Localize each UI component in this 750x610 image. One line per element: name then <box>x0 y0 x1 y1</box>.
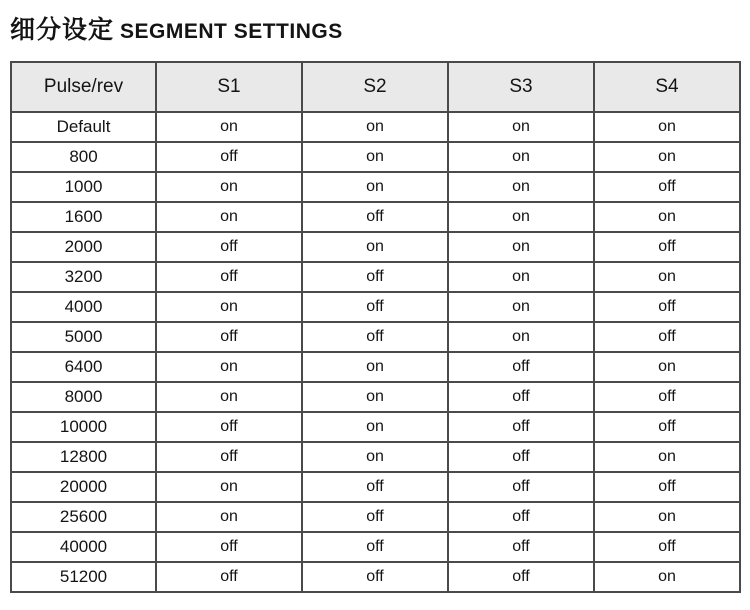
switch-state-cell: off <box>156 442 302 472</box>
table-header-row <box>11 62 740 112</box>
switch-state-cell: off <box>156 532 302 562</box>
switch-state-cell: on <box>594 562 740 592</box>
table-row <box>11 502 740 532</box>
switch-state-cell: off <box>594 322 740 352</box>
switch-state-cell: off <box>156 412 302 442</box>
switch-state-cell: on <box>156 502 302 532</box>
table-row <box>11 142 740 172</box>
table-body <box>11 112 740 592</box>
column-header-s3: S3 <box>448 62 594 112</box>
switch-state-cell: off <box>302 322 448 352</box>
pulse-rev-cell: 20000 <box>11 472 156 502</box>
switch-state-cell: off <box>594 232 740 262</box>
pulse-rev-cell: 3200 <box>11 262 156 292</box>
switch-state-cell: on <box>156 382 302 412</box>
table-row <box>11 562 740 592</box>
table-row <box>11 352 740 382</box>
switch-state-cell: on <box>156 472 302 502</box>
segment-settings-table <box>10 61 741 593</box>
switch-state-cell: off <box>302 292 448 322</box>
pulse-rev-cell: 4000 <box>11 292 156 322</box>
switch-state-cell: on <box>302 382 448 412</box>
table-row <box>11 532 740 562</box>
switch-state-cell: off <box>156 262 302 292</box>
switch-state-cell: on <box>156 292 302 322</box>
switch-state-cell: off <box>594 172 740 202</box>
switch-state-cell: off <box>156 232 302 262</box>
switch-state-cell: off <box>594 532 740 562</box>
table-row <box>11 322 740 352</box>
pulse-rev-cell: 51200 <box>11 562 156 592</box>
switch-state-cell: off <box>448 562 594 592</box>
switch-state-cell: on <box>448 172 594 202</box>
switch-state-cell: on <box>594 502 740 532</box>
switch-state-cell: on <box>448 232 594 262</box>
pulse-rev-cell: 40000 <box>11 532 156 562</box>
switch-state-cell: on <box>448 142 594 172</box>
table-row <box>11 472 740 502</box>
table-row <box>11 232 740 262</box>
switch-state-cell: on <box>594 142 740 172</box>
switch-state-cell: off <box>448 502 594 532</box>
column-header-s1: S1 <box>156 62 302 112</box>
switch-state-cell: off <box>302 202 448 232</box>
table-row <box>11 112 740 142</box>
switch-state-cell: off <box>594 412 740 442</box>
switch-state-cell: off <box>156 142 302 172</box>
title-chinese: 细分设定 <box>10 16 115 44</box>
switch-state-cell: on <box>302 232 448 262</box>
switch-state-cell: off <box>302 532 448 562</box>
pulse-rev-cell: 5000 <box>11 322 156 352</box>
switch-state-cell: on <box>448 112 594 142</box>
switch-state-cell: on <box>302 352 448 382</box>
column-header-s4: S4 <box>594 62 740 112</box>
switch-state-cell: on <box>448 202 594 232</box>
switch-state-cell: off <box>448 442 594 472</box>
switch-state-cell: on <box>448 262 594 292</box>
table-row <box>11 172 740 202</box>
switch-state-cell: on <box>594 442 740 472</box>
switch-state-cell: off <box>302 502 448 532</box>
switch-state-cell: off <box>302 472 448 502</box>
switch-state-cell: off <box>448 352 594 382</box>
switch-state-cell: off <box>448 472 594 502</box>
switch-state-cell: off <box>156 322 302 352</box>
switch-state-cell: off <box>448 382 594 412</box>
table-row <box>11 292 740 322</box>
switch-state-cell: on <box>302 112 448 142</box>
switch-state-cell: on <box>302 142 448 172</box>
switch-state-cell: on <box>594 202 740 232</box>
table-row <box>11 442 740 472</box>
pulse-rev-cell: 8000 <box>11 382 156 412</box>
switch-state-cell: on <box>448 292 594 322</box>
title-english: SEGMENT SETTINGS <box>120 20 343 43</box>
column-header-s2: S2 <box>302 62 448 112</box>
switch-state-cell: on <box>302 412 448 442</box>
switch-state-cell: on <box>594 112 740 142</box>
pulse-rev-cell: 1000 <box>11 172 156 202</box>
switch-state-cell: off <box>594 382 740 412</box>
switch-state-cell: on <box>156 112 302 142</box>
page-title <box>10 10 741 46</box>
pulse-rev-cell: Default <box>11 112 156 142</box>
switch-state-cell: on <box>448 322 594 352</box>
switch-state-cell: on <box>302 172 448 202</box>
table-row <box>11 382 740 412</box>
switch-state-cell: off <box>594 472 740 502</box>
switch-state-cell: off <box>594 292 740 322</box>
table-row <box>11 262 740 292</box>
switch-state-cell: off <box>448 412 594 442</box>
switch-state-cell: on <box>156 202 302 232</box>
switch-state-cell: off <box>156 562 302 592</box>
pulse-rev-cell: 6400 <box>11 352 156 382</box>
pulse-rev-cell: 800 <box>11 142 156 172</box>
pulse-rev-cell: 25600 <box>11 502 156 532</box>
table-row <box>11 202 740 232</box>
pulse-rev-cell: 12800 <box>11 442 156 472</box>
table-row <box>11 412 740 442</box>
pulse-rev-cell: 2000 <box>11 232 156 262</box>
switch-state-cell: off <box>302 262 448 292</box>
pulse-rev-cell: 1600 <box>11 202 156 232</box>
switch-state-cell: on <box>302 442 448 472</box>
switch-state-cell: on <box>156 352 302 382</box>
switch-state-cell: off <box>302 562 448 592</box>
switch-state-cell: on <box>594 262 740 292</box>
column-header-pulse-rev: Pulse/rev <box>11 62 156 112</box>
switch-state-cell: off <box>448 532 594 562</box>
switch-state-cell: on <box>156 172 302 202</box>
pulse-rev-cell: 10000 <box>11 412 156 442</box>
switch-state-cell: on <box>594 352 740 382</box>
